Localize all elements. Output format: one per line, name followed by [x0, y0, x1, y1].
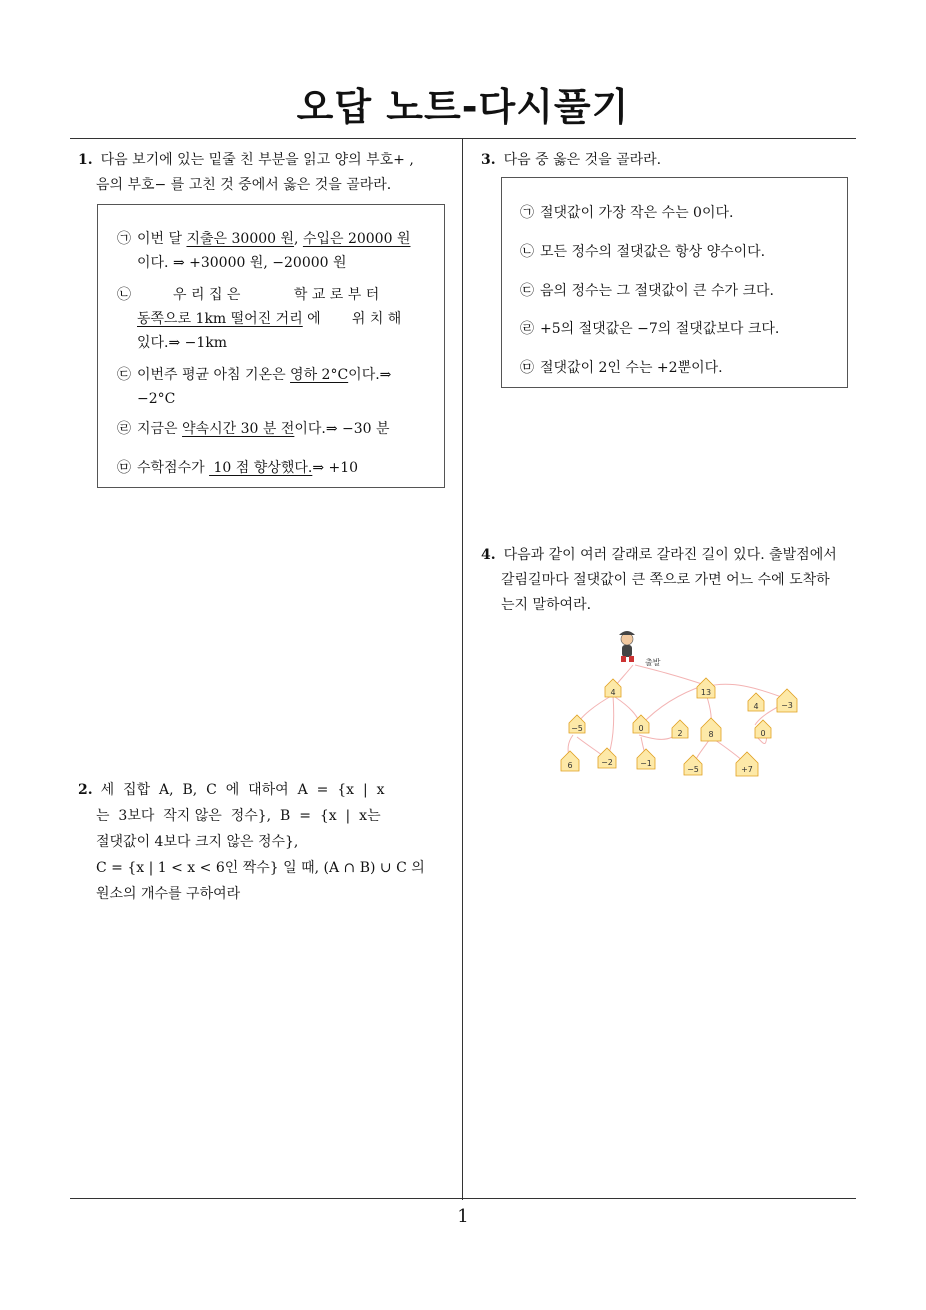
- svg-text:+7: +7: [741, 765, 753, 774]
- q3-option-c: ㉢ 음의 정수는 그 절댓값이 큰 수가 크다.: [520, 279, 840, 303]
- q1-option-c: ㉢ 이번주 평균 아침 기온은 영하 2°C이다.⇒ −2°C: [117, 363, 427, 411]
- question-3-number: 3.: [481, 152, 496, 168]
- start-character: [619, 631, 635, 662]
- top-rule: [70, 138, 856, 139]
- q1-option-d: ㉣ 지금은 약속시간 30 분 전이다.⇒ −30 분: [117, 417, 427, 441]
- option-mark: ㉣: [520, 321, 534, 337]
- option-mark: ㉢: [117, 367, 131, 383]
- option-mark: ㉣: [117, 421, 131, 437]
- q1-option-e: ㉤ 수학점수가 10 점 향상했다.⇒ +10: [117, 456, 427, 480]
- question-1-number: 1.: [78, 152, 93, 168]
- q3-option-d: ㉣ +5의 절댓값은 −7의 절댓값보다 크다.: [520, 317, 840, 341]
- page-title: 오답 노트-다시풀기: [296, 85, 630, 129]
- start-label: 출발: [645, 658, 661, 667]
- option-mark: ㉢: [520, 283, 534, 299]
- svg-text:13: 13: [700, 688, 712, 697]
- house-neg5-lower: [684, 755, 702, 775]
- svg-text:−1: −1: [640, 759, 652, 768]
- house-6: [561, 751, 579, 771]
- column-divider: [462, 138, 463, 1200]
- question-3-text: 다음 중 옳은 것을 골라라.: [503, 152, 662, 168]
- question-1: [78, 148, 458, 198]
- bottom-rule: [70, 1198, 856, 1199]
- house-0-right: [755, 720, 771, 738]
- question-2: 2. 세 집합 A, B, C 에 대하여 A = {x | x 는 3보다 작지 않은 정수}, B = {x | x는 절댓값이 4보다 크지 않은 정수}, C = {x | 1 < x < 6인 짝수} 일 때, (A ∩ B) ∪ C 의 원소의 개수를 구하여라: [78, 782, 425, 902]
- svg-text:−2: −2: [601, 758, 613, 767]
- house-neg1: [637, 749, 655, 769]
- option-mark: ㉤: [117, 460, 131, 476]
- svg-text:0: 0: [638, 724, 644, 733]
- house-neg5-upper: [569, 715, 585, 733]
- roads: [568, 665, 787, 765]
- option-mark: ㉤: [520, 360, 534, 376]
- svg-text:4: 4: [753, 702, 759, 711]
- house-8: [701, 718, 721, 741]
- option-mark: ㉠: [117, 231, 131, 247]
- svg-text:0: 0: [760, 729, 766, 738]
- q3-option-e: ㉤ 절댓값이 2인 수는 +2뿐이다.: [520, 356, 840, 380]
- svg-text:6: 6: [567, 761, 573, 770]
- house-2: [672, 720, 688, 738]
- question-3: [481, 148, 861, 173]
- question-2-number: 2.: [78, 782, 93, 798]
- question-1-text1: 다음 보기에 있는 밑줄 친 부분을 읽고 양의 부호+ ,: [100, 152, 414, 168]
- svg-text:8: 8: [708, 730, 714, 739]
- svg-text:4: 4: [610, 688, 616, 697]
- svg-text:−5: −5: [571, 724, 583, 733]
- option-mark: ㉠: [520, 205, 534, 221]
- house-13: [697, 678, 715, 698]
- branching-road-diagram: [555, 625, 810, 785]
- svg-text:2: 2: [677, 729, 683, 738]
- page-number: 1: [457, 1206, 469, 1227]
- q1-option-a: ㉠ 이번 달 지출은 30000 원, 수입은 20000 원 이다. ⇒ +30000 원, −20000 원: [117, 227, 427, 275]
- svg-text:−3: −3: [781, 701, 793, 710]
- question-1-line1: [78, 148, 458, 173]
- house-neg2: [598, 748, 616, 768]
- house-0: [633, 715, 649, 733]
- option-mark: ㉡: [520, 244, 534, 260]
- question-4-number: 4.: [481, 547, 496, 563]
- question-1-line2: 음의 부호− 를 고친 것 중에서 옳은 것을 골라라.: [96, 177, 392, 193]
- house-neg3: [777, 689, 797, 712]
- option-mark: ㉡: [117, 287, 131, 303]
- house-plus7: [736, 752, 758, 776]
- house-4-right: [748, 693, 764, 711]
- q3-option-a: ㉠ 절댓값이 가장 작은 수는 0이다.: [520, 201, 840, 225]
- svg-text:−5: −5: [687, 765, 699, 774]
- q3-option-b: ㉡ 모든 정수의 절댓값은 항상 양수이다.: [520, 240, 840, 264]
- question-4: 4. 다음과 같이 여러 갈래로 갈라진 길이 있다. 출발점에서 갈림길마다 절댓값이 큰 쪽으로 가면 어느 수에 도착하 는지 말하여라.: [481, 547, 837, 613]
- q1-option-b: ㉡ 우 리 집 은 학 교 로 부 터 동쪽으로 1km 떨어진 거리 에 위 치 해 있다.⇒ −1km: [117, 283, 427, 355]
